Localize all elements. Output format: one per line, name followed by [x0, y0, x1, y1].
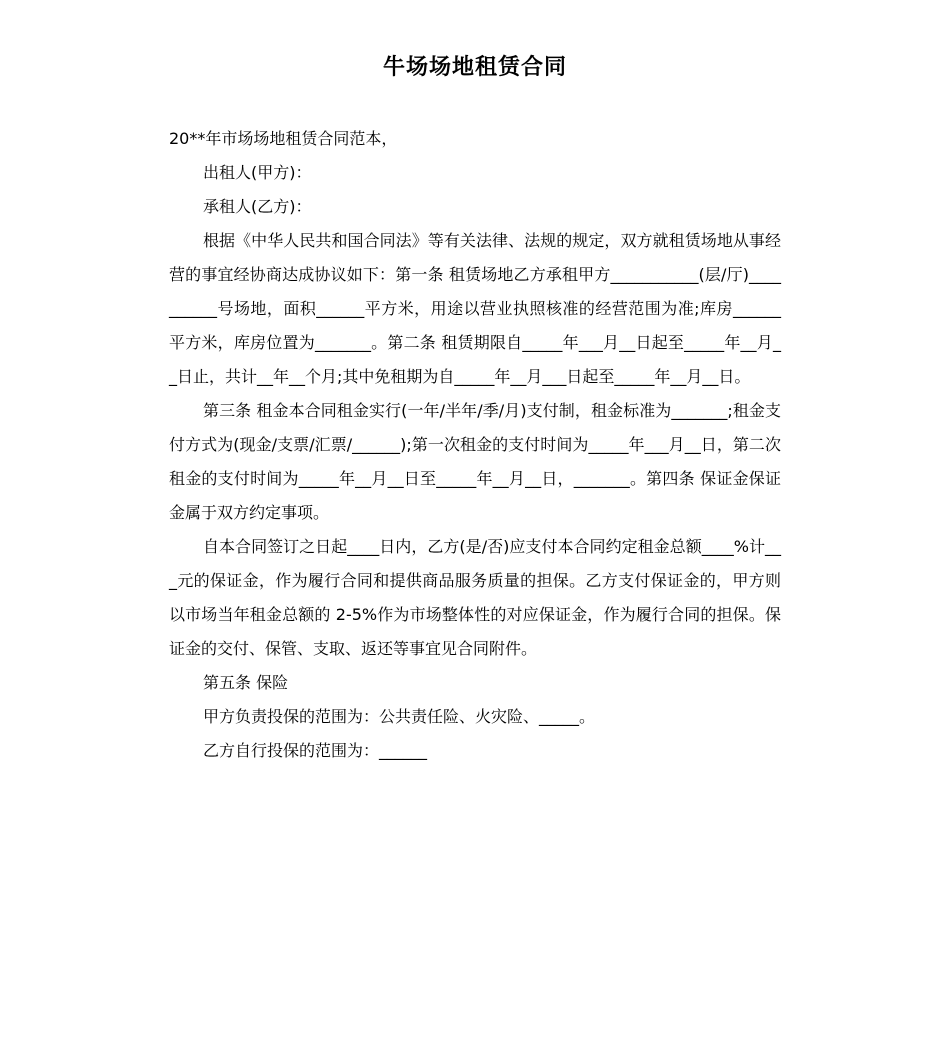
- paragraph-articles-1-2: 根据《中华人民共和国合同法》等有关法律、法规的规定，双方就租赁场地从事经营的事宜经协商达成协议如下：第一条 租赁场地乙方承租甲方___________(层/厅)__________号场地，面积______平方米，用途以营业执照核准的经营范围为准;库房______平方米，库房位置为_______。第二条 租赁期限自_____年___月__日起至_____年__月__日止，共计__年__个月;其中免租期为自_____年__月___日起至_____年__月__日。: [169, 231, 781, 386]
- paragraph-party-a-insurance: 甲方负责投保的范围为：公共责任险、火灾险、_____。: [203, 707, 596, 726]
- paragraph-article-5: 第五条 保险: [203, 673, 289, 692]
- paragraph-deposit: 自本合同签订之日起____日内，乙方(是/否)应支付本合同约定租金总额____%计___元的保证金，作为履行合同和提供商品服务质量的担保。乙方支付保证金的，甲方则以市场当年租金总额的 2-5%作为市场整体性的对应保证金，作为履行合同的担保。保证金的交付、保管、支取、返还等事宜见合同附件。: [169, 537, 781, 658]
- document-body: [169, 122, 781, 768]
- paragraph-articles-3-4: 第三条 租金本合同租金实行(一年/半年/季/月)支付制，租金标准为_______;租金支付方式为(现金/支票/汇票/______);第一次租金的支付时间为_____年___月__日，第二次租金的支付时间为_____年__月__日至_____年__月__日，_______。第四条 保证金保证金属于双方约定事项。: [169, 401, 781, 522]
- paragraph-intro: 20**年市场场地租赁合同范本，: [169, 129, 398, 148]
- paragraph-party-b-insurance: 乙方自行投保的范围为：______: [203, 741, 428, 760]
- document-title: 牛场场地租赁合同: [382, 55, 567, 80]
- paragraph-lessor: 出租人(甲方)：: [203, 163, 312, 182]
- paragraph-lessee: 承租人(乙方)：: [203, 197, 312, 216]
